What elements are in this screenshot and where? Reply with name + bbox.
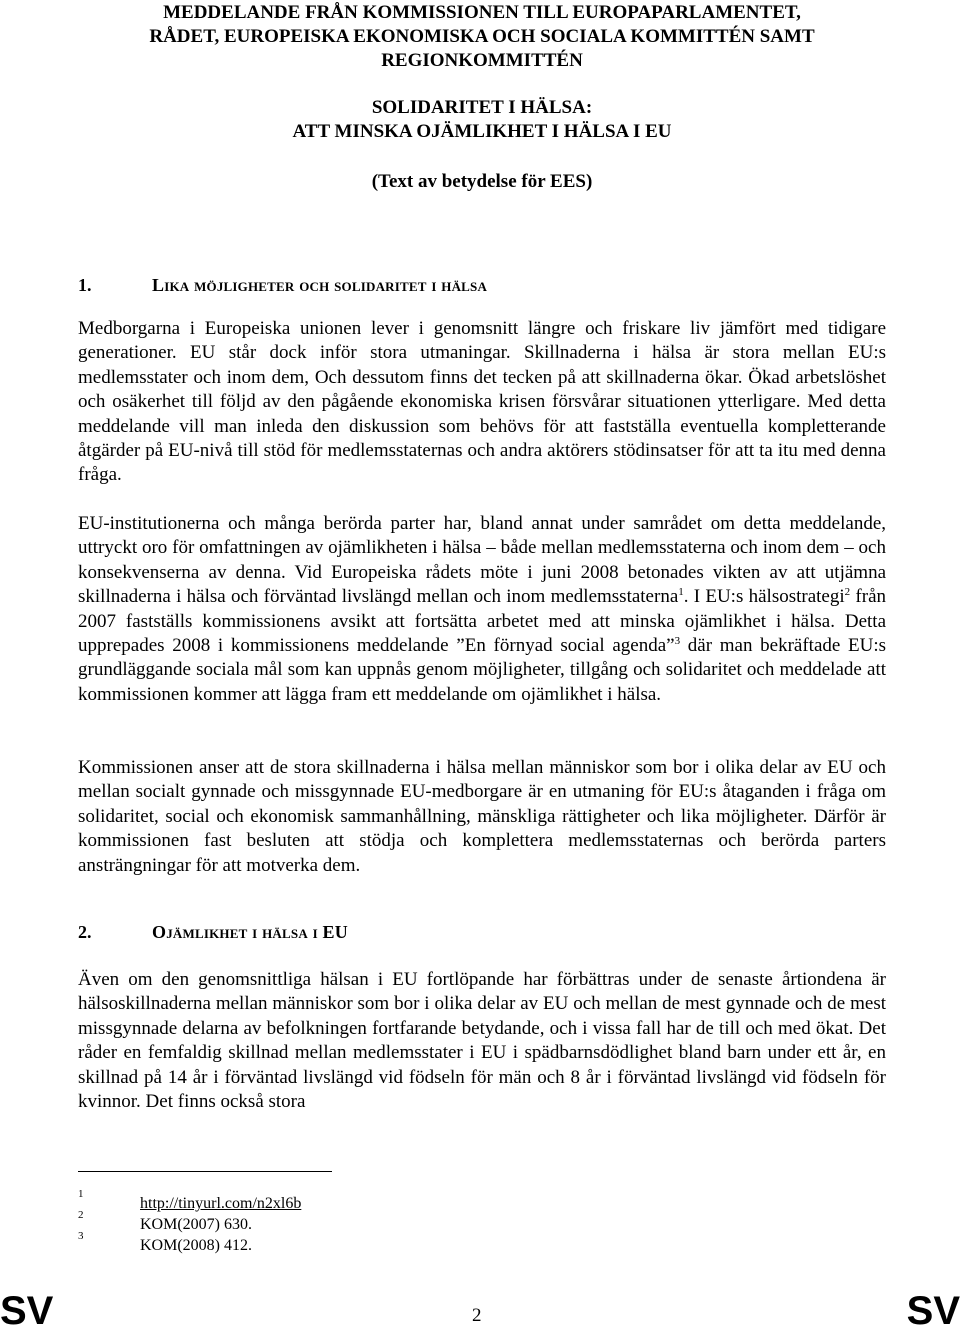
footnote-text: KOM(2007) 630. [140,1216,252,1233]
section-title: Ojämlikhet i hälsa i EU [152,922,348,942]
footnote-number: 1 [78,1188,84,1200]
document-title [78,96,886,144]
footnote-number: 3 [78,1230,84,1242]
paragraph: Medborgarna i Europeiska unionen lever i genomsnitt längre och friskare liv jämfört med tidigare generationer. EU står dock inför stora utmaningar. Skillnaderna i hälsa är stora mellan EU:s medlemsstater och inom dem, Och dessutom finns det tecken på att skillnaderna ökar. Ökad arbetslöshet och osäkerhet till följd av den pågående ekonomiska krisen försvårar situationen ytterligare. Med detta meddelande vill man inleda den diskussion som behövs för att fastställa eventuella kompletterande åtgärder på EU-nivå till stöd för medlemsstaternas och andra aktörers stödinsatser för att ta itu med denna fråga. [78,318,886,486]
paragraph [78,512,886,707]
footnote-link[interactable]: http://tinyurl.com/n2xl6b [140,1195,302,1212]
section-number: 1. [78,275,92,295]
header-line: REGIONKOMMITTÉN [381,50,583,71]
ees-note: (Text av betydelse för EES) [371,171,593,192]
paragraph-text: från 2007 fastställs kommissionens avsikt att fortsätta arbetet med att minska ojämlikhet i hälsa. Detta upprepades 2008 i kommissionens meddelande ”En förnyad social agenda” [78,586,887,657]
footnote-separator [78,1171,332,1172]
section-2-heading [78,922,348,943]
title-line: SOLIDARITET I HÄLSA: [371,97,593,118]
title-line: ATT MINSKA OJÄMLIKHET I HÄLSA I EU [292,121,672,142]
paragraph: Även om den genomsnittliga hälsan i EU fortlöpande har förbättras under de senaste årtiondena är hälsoskillnaderna mellan människor som bor i olika delar av EU och mellan de mest gynnade och de mest missgynnade delarna av befolkningen fortfarande betydande, och i vissa fall har de till och med ökat. Det råder en femfaldig skillnad mellan medlemsstater i EU i spädbarnsdödlighet bland barn under ett år, en skillnad på 14 år i förväntad livslängd vid födseln för män och 8 år i förväntad livslängd vid födseln för kvinnor. Det finns också stora [78,969,886,1113]
language-code-right: SV [906,1289,960,1333]
header-line: MEDDELANDE FRÅN KOMMISSIONEN TILL EUROPAPARLAMENTET, [163,2,801,23]
header-line: RÅDET, EUROPEISKA EKONOMISKA OCH SOCIALA KOMMITTÉN SAMT [149,26,815,47]
footnote-number: 2 [78,1209,84,1221]
footnote-ref[interactable]: 1 [678,586,684,599]
footnote-text: KOM(2008) 412. [140,1237,252,1254]
section-1-heading [78,275,487,296]
language-code-left: SV [0,1289,54,1333]
page-number: 2 [472,1305,482,1326]
paragraph: Kommissionen anser att de stora skillnaderna i hälsa mellan människor som bor i olika delar av EU och mellan socialt gynnade och missgynnade EU-medborgare är en utmaning för EU:s åtaganden i fråga om solidaritet, social och ekonomisk sammanhållning, mänskliga rättigheter och lika möjligheter. Därför är kommissionen fast besluten att stödja och komplettera medlemsstaternas och berörda parters ansträngningar för att motverka dem. [78,757,886,876]
footnote-ref[interactable]: 3 [674,635,681,648]
paragraph-text: där man bekräftade EU:s grundläggande sociala mål som kan uppnås genom möjligheter, tillgång och solidaritet och meddelade att kommissionen kommer att lägga fram ett meddelande om ojämlikhet i hälsa. [78,635,887,705]
section-number: 2. [78,922,92,942]
paragraph-text: . I EU:s hälsostrategi [683,586,845,608]
footnote-ref[interactable]: 2 [844,586,851,599]
communication-header [78,1,886,73]
section-title: Lika möjligheter och solidaritet i hälsa [152,275,488,295]
paragraph-text: EU-institutionerna och många berörda parter har, bland annat under samrådet om detta meddelande, uttryckt oro för omfattningen av ojämlikheten i hälsa – både mellan medlemsstaterna och inom dem – och konsekvenserna av denna. Vid Europeiska rådets möte i juni 2008 betonades vikten av att utjämna skillnaderna i hälsa och förväntad livslängd mellan och inom medlemsstaterna [78,513,886,608]
